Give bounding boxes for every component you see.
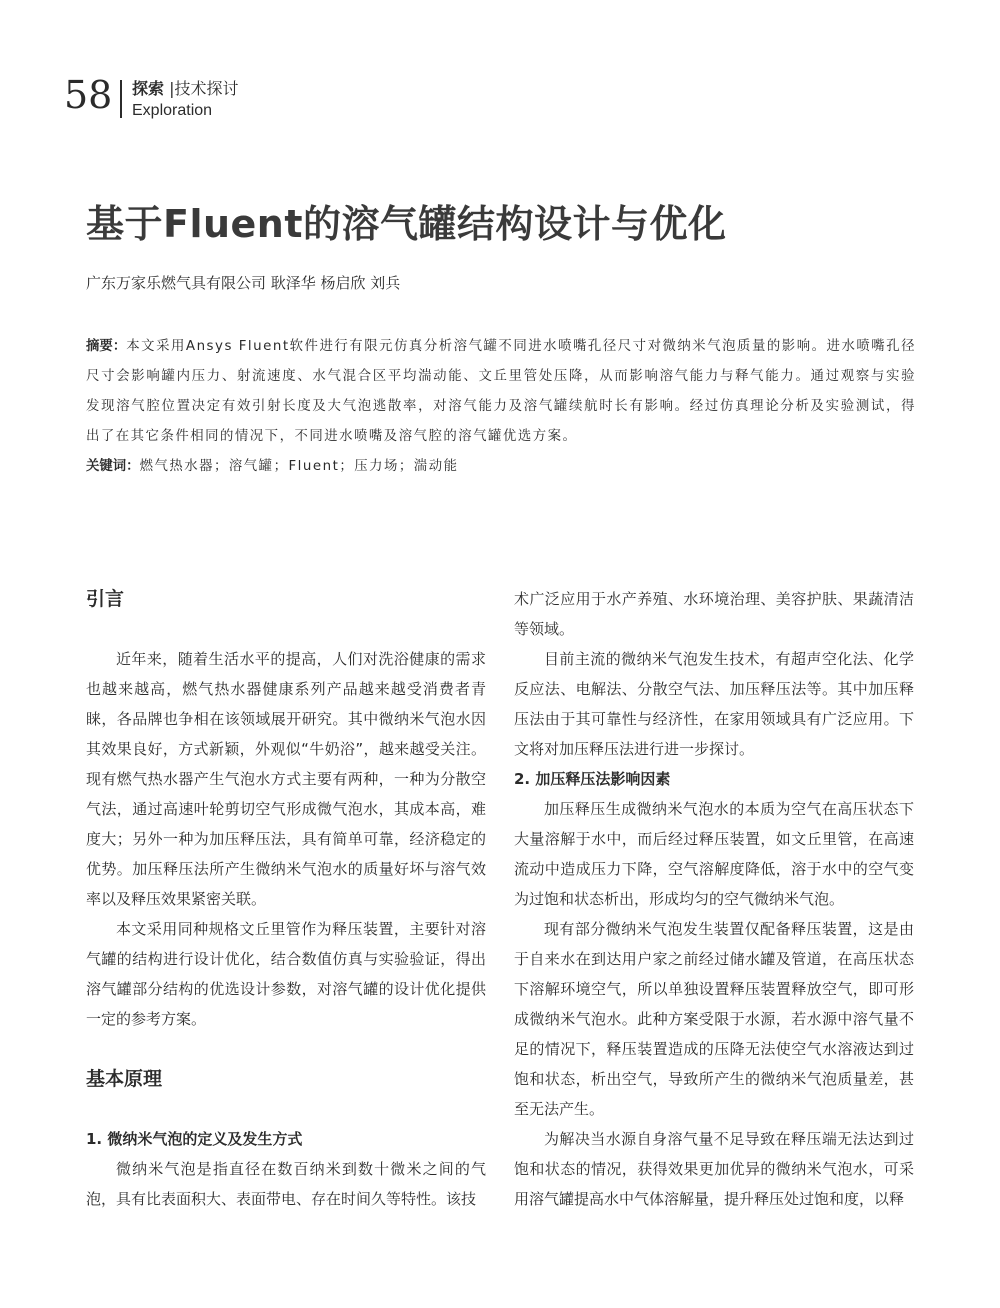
page-number: 58 [64, 73, 113, 117]
intro-paragraph-1: 近年来，随着生活水平的提高，人们对洗浴健康的需求也越来越高，燃气热水器健康系列产品越来越受消费者青睐，各品牌也争相在该领域展开研究。其中微纳米气泡水因其效果良好，方式新颖，外观似“牛奶浴”，越来越受关注。现有燃气热水器产生气泡水方式主要有两种，一种为分散空气法，通过高速叶轮剪切空气形成微气泡水，其成本高，难度大；另外一种为加压释压法，具有简单可靠，经济稳定的优势。加压释压法所产生微纳米气泡水的质量好坏与溶气效率以及释压效果紧密关联。 [86, 650, 486, 908]
heading-basic-principle: 基本原理 [86, 1068, 163, 1090]
technique-paragraph: 目前主流的微纳米气泡发生技术，有超声空化法、化学反应法、电解法、分散空气法、加压释压法等。其中加压释压法由于其可靠性与经济性，在家用领域具有广泛应用。下文将对加压释压法进行进一步探讨。 [514, 650, 914, 758]
subheading-factors: 2. 加压释压法影响因素 [514, 770, 671, 788]
keywords [86, 452, 916, 482]
factors-paragraph-3: 为解决当水源自身溶气量不足导致在释压端无法达到过饱和状态的情况，获得效果更加优异的微纳米气泡水，可采用溶气罐提高水中气体溶解量，提升释压处过饱和度，以释 [514, 1130, 914, 1208]
heading-introduction: 引言 [86, 588, 125, 610]
keywords-text: 燃气热水器；溶气罐；Fluent；压力场；湍动能 [139, 459, 459, 474]
abstract [86, 332, 916, 452]
factors-paragraph-1: 加压释压生成微纳米气泡水的本质为空气在高压状态下大量溶解于水中，而后经过释压装置，如文丘里管，在高速流动中造成压力下降，空气溶解度降低，溶于水中的空气变为过饱和状态析出，形成均匀的空气微纳米气泡。 [514, 800, 914, 908]
section-label [132, 79, 239, 99]
abstract-label: 摘要： [86, 339, 127, 354]
article-title: 基于Fluent的溶气罐结构设计与优化 [86, 202, 727, 246]
header-divider [120, 80, 122, 118]
section-label-cn: 探索 [132, 79, 165, 98]
article-authors: 广东万家乐燃气具有限公司 耿泽华 杨启欣 刘兵 [86, 274, 401, 292]
keywords-label: 关键词： [86, 459, 140, 474]
factors-paragraph-2: 现有部分微纳米气泡发生装置仅配备释压装置，这是由于自来水在到达用户家之前经过储水罐及管道，在高压状态下溶解环境空气，所以单独设置释压装置释放空气，即可形成微纳米气泡水。此种方案受限于水源，若水源中溶气量不足的情况下，释压装置造成的压降无法使空气水溶液达到过饱和状态，析出空气，导致所产生的微纳米气泡质量差，甚至无法产生。 [514, 920, 914, 1118]
intro-paragraph-2: 本文采用同种规格文丘里管作为释压装置，主要针对溶气罐的结构进行设计优化，结合数值仿真与实验验证，得出溶气罐部分结构的优选设计参数，对溶气罐的设计优化提供一定的参考方案。 [86, 920, 486, 1028]
abstract-text: 本文采用Ansys Fluent软件进行有限元仿真分析溶气罐不同进水喷嘴孔径尺寸对微纳米气泡质量的影响。进水喷嘴孔径尺寸会影响罐内压力、射流速度、水气混合区平均湍动能、文丘里管处压降，从而影响溶气能力与释气能力。通过观察与实验发现溶气腔位置决定有效引射长度及大气泡逃散率，对溶气能力及溶气罐续航时长有影响。经过仿真理论分析及实验测试，得出了在其它条件相同的情况下，不同进水喷嘴及溶气腔的溶气罐优选方案。 [86, 339, 916, 444]
left-column [86, 584, 486, 1214]
subheading-definition: 1. 微纳米气泡的定义及发生方式 [86, 1130, 303, 1148]
continued-paragraph: 术广泛应用于水产养殖、水环境治理、美容护肤、果蔬清洁等领域。 [514, 590, 914, 638]
section-category: |技术探讨 [169, 79, 239, 98]
right-column [514, 584, 914, 1214]
definition-paragraph: 微纳米气泡是指直径在数百纳米到数十微米之间的气泡，具有比表面积大、表面带电、存在时间久等特性。该技 [86, 1160, 486, 1208]
section-label-en: Exploration [132, 102, 213, 119]
